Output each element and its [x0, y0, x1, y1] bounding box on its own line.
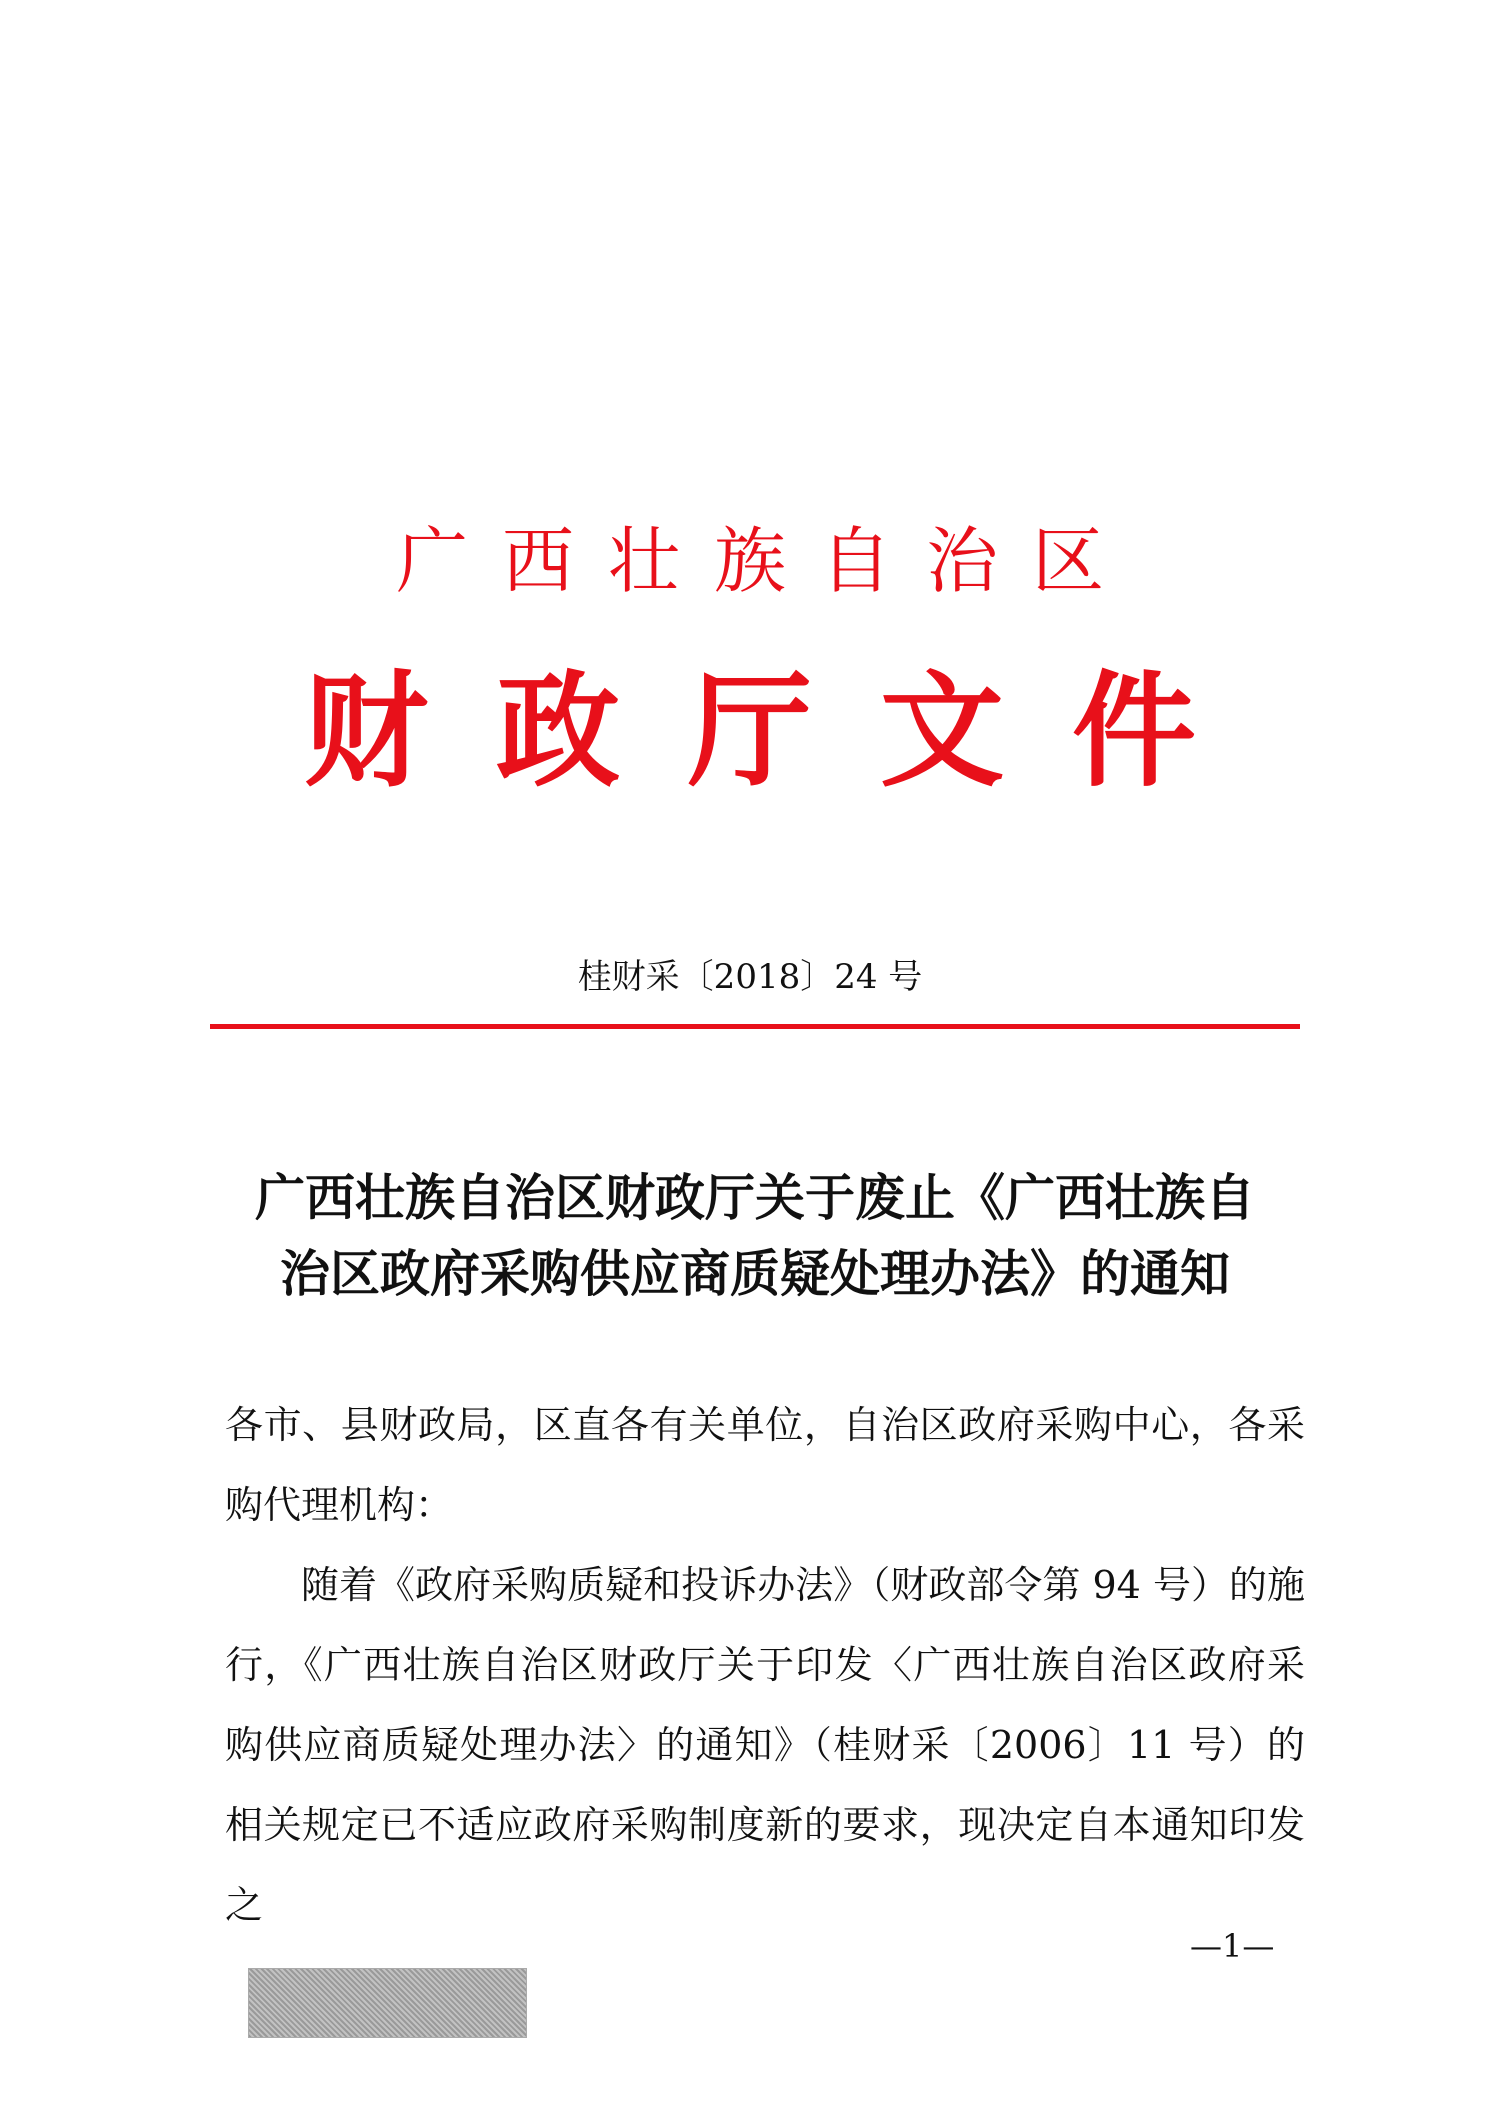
document-type-heading: 财政厅文件	[303, 660, 1264, 804]
title-line-1: 广西壮族自治区财政厅关于废止《广西壮族自	[255, 1169, 1255, 1227]
document-number: 桂财采〔2018〕24 号	[577, 957, 923, 997]
page-number: —1—	[1190, 1927, 1275, 1965]
redacted-stamp-block	[248, 1968, 527, 2038]
addressee-paragraph: 各市、县财政局，区直各有关单位，自治区政府采购中心，各采购代理机构：	[225, 1403, 1305, 1527]
body-paragraph: 随着《政府采购质疑和投诉办法》（财政部令第 94 号）的施行，《广西壮族自治区财政厅关于印发〈广西壮族自治区政府采购供应商质疑处理办法〉的通知》（桂财采〔2006〕11 号）的相关规定已不适应政府采购制度新的要求，现决定自本通知印发之	[225, 1563, 1305, 1927]
issuing-authority: 广西壮族自治区	[395, 519, 1138, 603]
red-separator-line	[210, 1024, 1300, 1029]
title-line-2: 治区政府采购供应商质疑处理办法》的通知	[280, 1245, 1230, 1303]
document-title	[210, 1160, 1300, 1312]
